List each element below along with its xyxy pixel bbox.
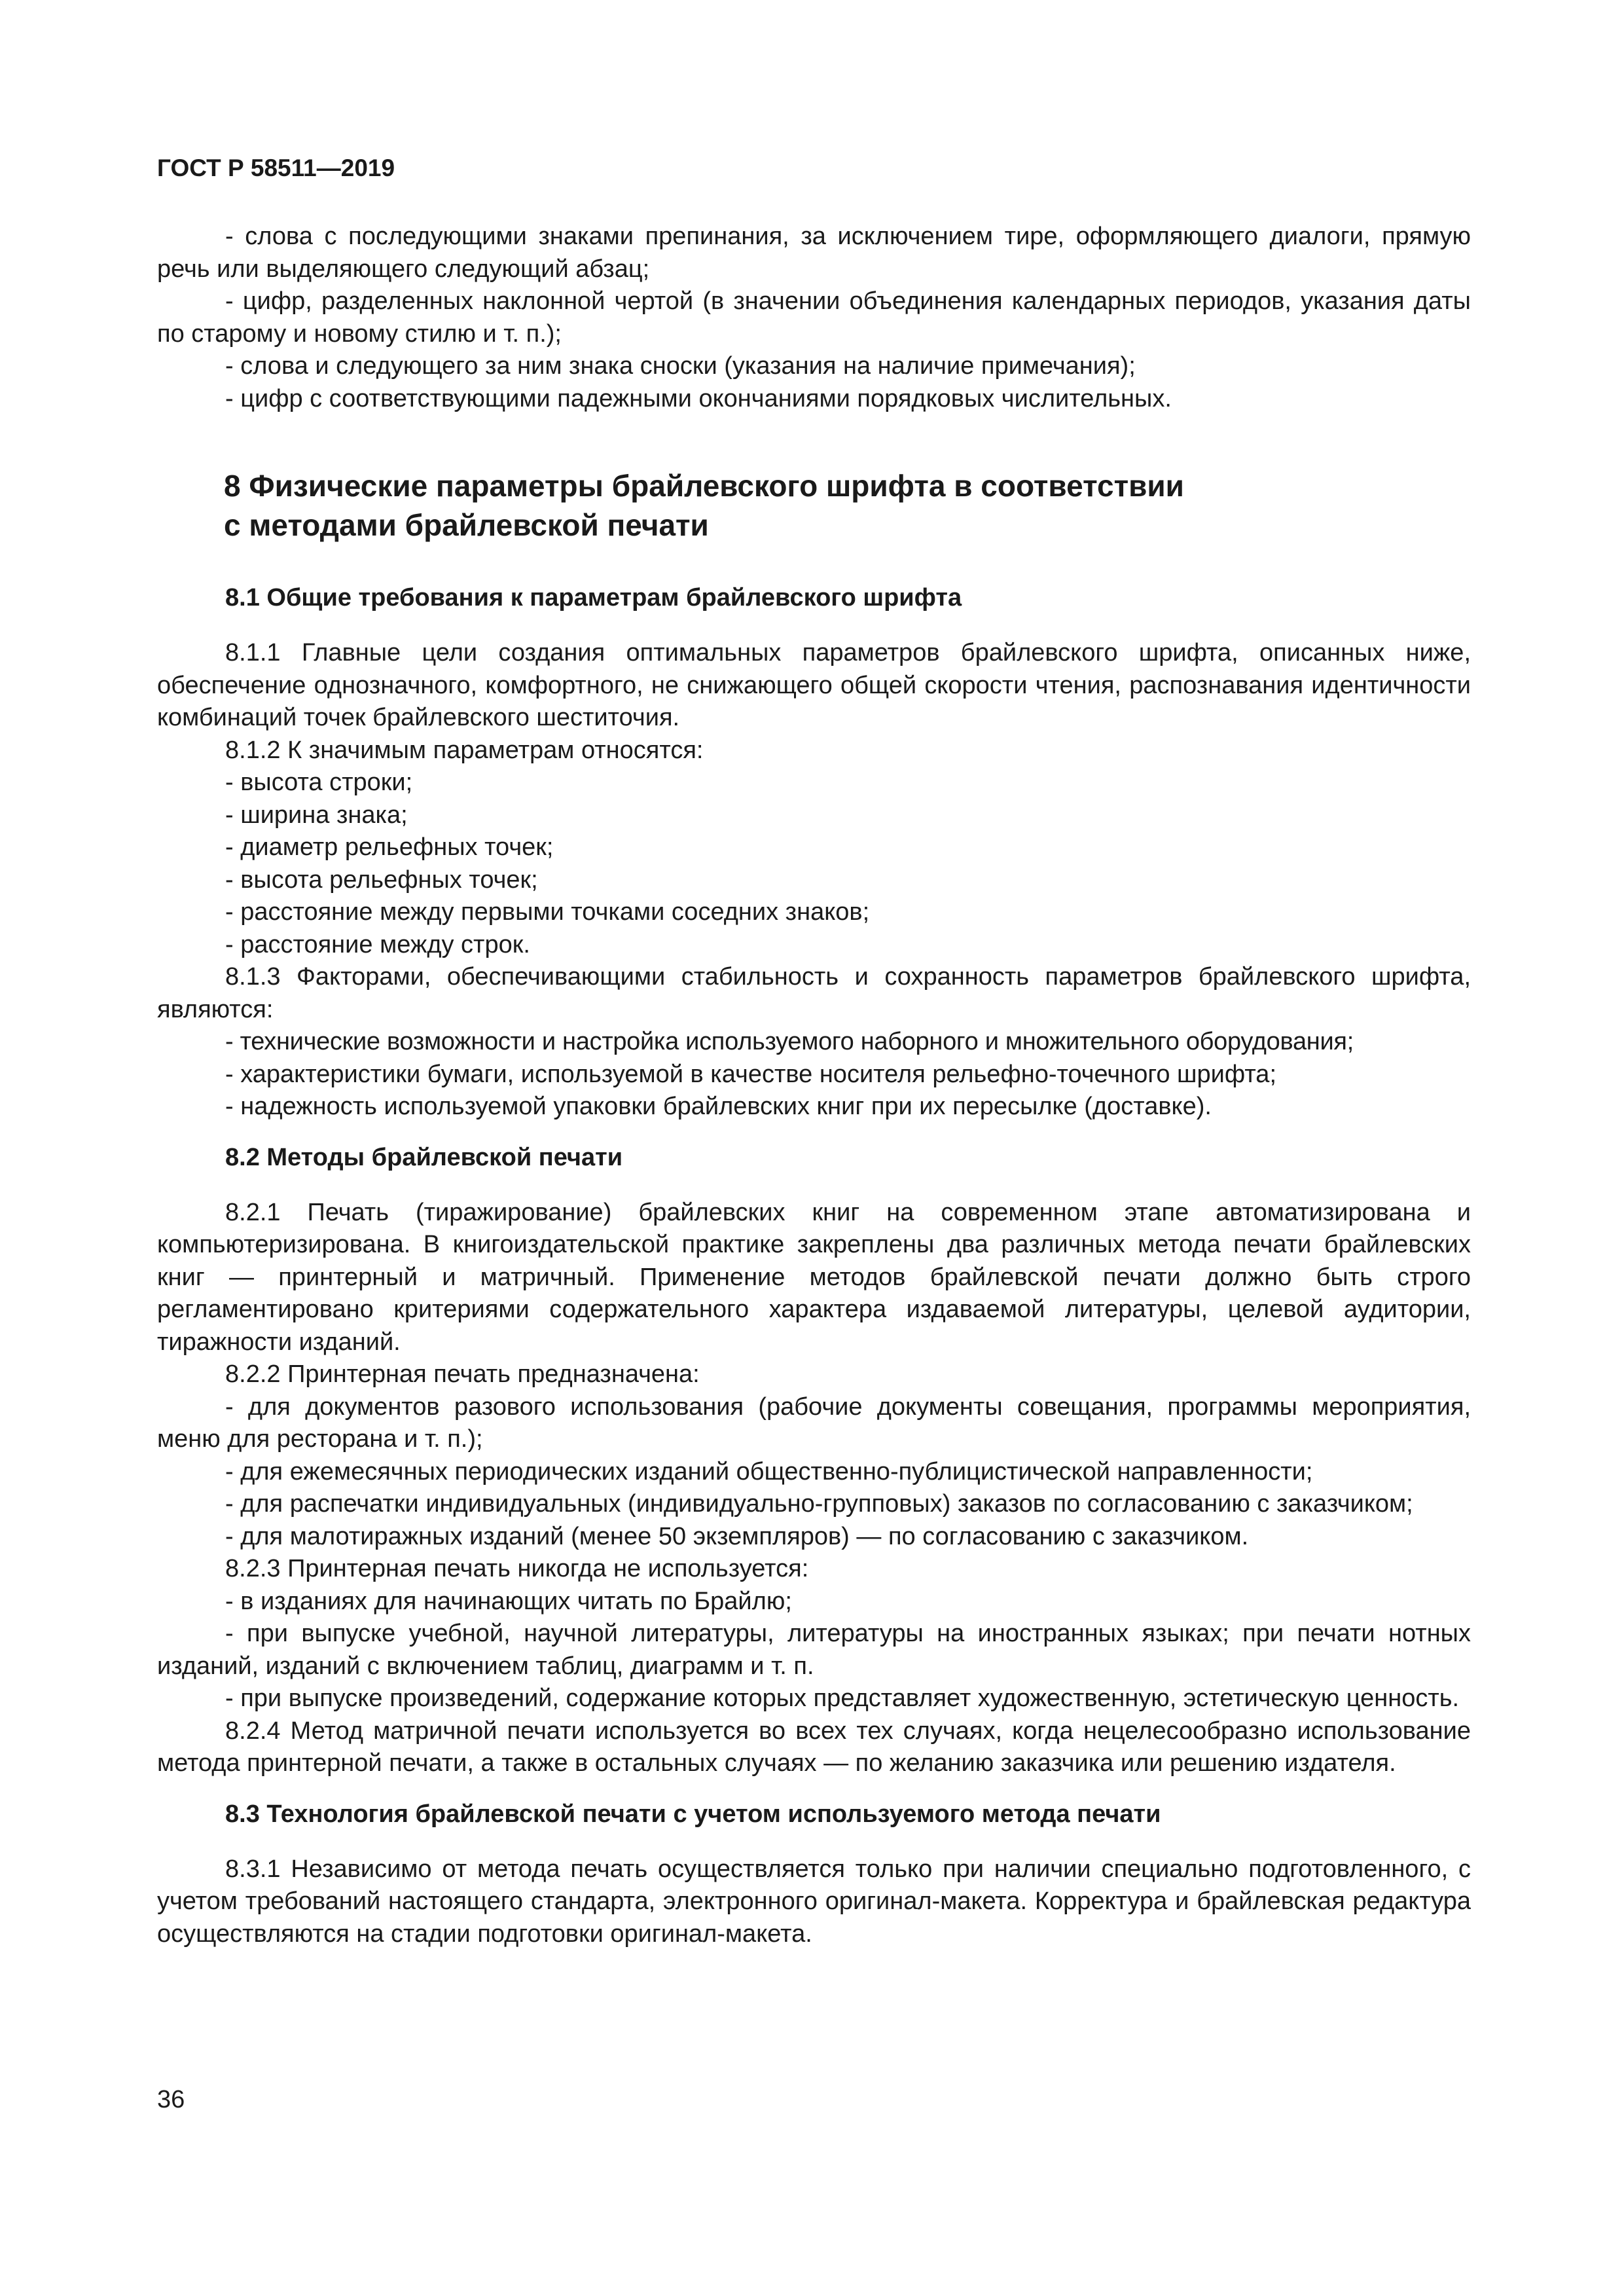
document-header: ГОСТ Р 58511—2019 <box>157 155 395 181</box>
subsection-8-2-heading: 8.2 Методы брайлевской печати <box>225 1143 623 1171</box>
list-item: - для документов разового использования (рабочие документы совещания, программы мероприятия, меню для ресторана и т. п.); <box>157 1393 1471 1453</box>
list-item: - для малотиражных изданий (менее 50 экземпляров) — по согласованию с заказчиком. <box>225 1522 1249 1550</box>
list-item: - цифр с соответствующими падежными окончаниями порядковых числительных. <box>225 384 1172 412</box>
section-8-title <box>224 466 1471 545</box>
section-8-title-line1: 8 Физические параметры брайлевского шрифта в соответствии <box>224 469 1184 503</box>
list-item: - для распечатки индивидуальных (индивидуально-групповых) заказов по согласованию с заказчиком; <box>225 1490 1413 1518</box>
list-item: - ширина знака; <box>225 801 408 829</box>
list-item: - при выпуске учебной, научной литературы, литературы на иностранных языках; при печати нотных изданий, изданий с включением таблиц, диаграмм и т. п. <box>157 1620 1471 1680</box>
list-item: - характеристики бумаги, используемой в качестве носителя рельефно-точечного шрифта; <box>225 1060 1277 1088</box>
paragraph-8-2-3: 8.2.3 Принтерная печать никогда не используется: <box>225 1555 809 1582</box>
list-item: - расстояние между первыми точками соседних знаков; <box>225 898 870 926</box>
list-item: - высота строки; <box>225 769 413 796</box>
page-content <box>157 152 1471 1950</box>
list-item: - расстояние между строк. <box>225 930 530 958</box>
list-item: - при выпуске произведений, содержание которых представляет художественную, эстетическую ценность. <box>225 1685 1460 1712</box>
paragraph-8-2-2: 8.2.2 Принтерная печать предназначена: <box>225 1360 700 1388</box>
page-number: 36 <box>157 2086 185 2113</box>
paragraph-8-3-1: 8.3.1 Независимо от метода печать осуществляется только при наличии специально подготовленного, с учетом требований настоящего стандарта, электронного оригинал-макета. Корректура и брайлевская редактура осуществляются на стадии подготовки оригинал-макета. <box>157 1855 1471 1948</box>
paragraph-8-1-3: 8.1.3 Факторами, обеспечивающими стабильность и сохранность параметров брайлевского шрифта, являются: <box>157 963 1471 1023</box>
subsection-8-3-heading: 8.3 Технология брайлевской печати с учетом используемого метода печати <box>225 1800 1161 1828</box>
list-item: - технические возможности и настройка используемого наборного и множительного оборудования; <box>225 1028 1354 1055</box>
subsection-8-1-heading: 8.1 Общие требования к параметрам брайлевского шрифта <box>225 584 962 611</box>
list-item: - слова с последующими знаками препинания, за исключением тире, оформляющего диалоги, прямую речь или выделяющего следующий абзац; <box>157 223 1471 283</box>
list-item: - цифр, разделенных наклонной чертой (в значении объединения календарных периодов, указания даты по старому и новому стилю и т. п.); <box>157 287 1471 348</box>
list-item: - надежность используемой упаковки брайлевских книг при их пересылке (доставке). <box>225 1093 1212 1120</box>
list-item: - в изданиях для начинающих читать по Брайлю; <box>225 1587 792 1615</box>
list-item: - слова и следующего за ним знака сноски (указания на наличие примечания); <box>225 352 1136 380</box>
list-item: - высота рельефных точек; <box>225 866 538 894</box>
paragraph-8-2-4: 8.2.4 Метод матричной печати используется во всех тех случаях, когда нецелесообразно использование метода принтерной печати, а также в остальных случаях — по желанию заказчика или решению издателя. <box>157 1717 1471 1777</box>
paragraph-8-1-2: 8.1.2 К значимым параметрам относятся: <box>225 736 704 764</box>
list-item: - диаметр рельефных точек; <box>225 833 554 861</box>
paragraph-8-1-1: 8.1.1 Главные цели создания оптимальных параметров брайлевского шрифта, описанных ниже, обеспечение однозначного, комфортного, не снижающего общей скорости чтения, распознавания идентичности комбинаций точек брайлевского шеститочия. <box>157 639 1471 731</box>
paragraph-8-2-1: 8.2.1 Печать (тиражирование) брайлевских книг на современном этапе автоматизирована и компьютеризирована. В книгоиздательской практике закреплены два различных метода печати брайлевских книг — принтерный и матричный. Применение методов брайлевской печати должно быть строго регламентировано критериями содержательного характера издаваемой литературы, целевой аудитории, тиражности изданий. <box>157 1198 1471 1356</box>
section-8-title-line2: с методами брайлевской печати <box>224 508 709 542</box>
list-item: - для ежемесячных периодических изданий общественно-публицистической направленности; <box>225 1457 1313 1485</box>
